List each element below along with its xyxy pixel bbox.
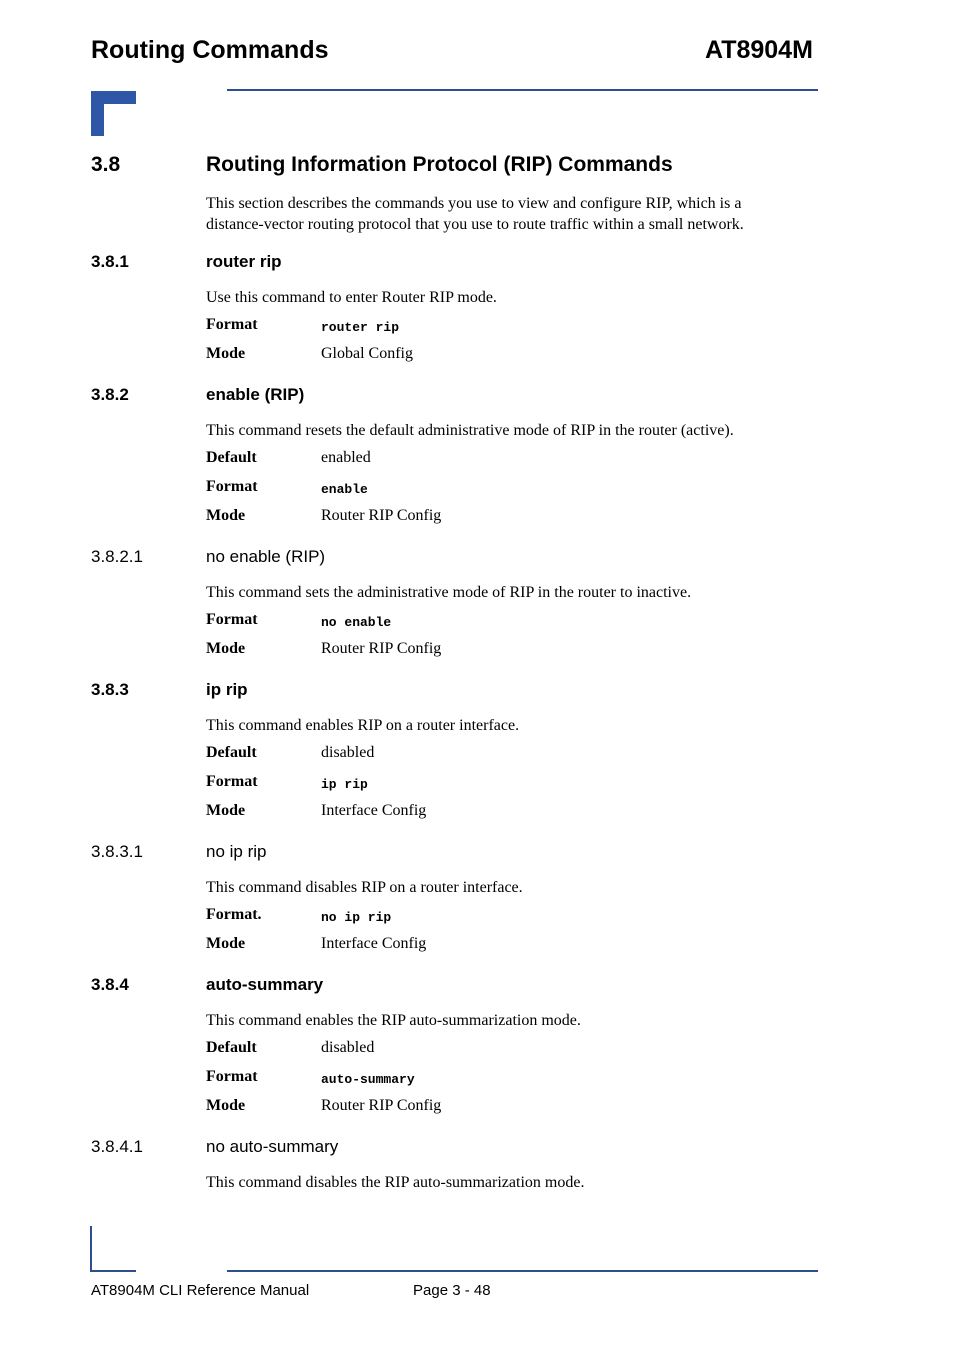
section-3-8-text-line2: distance-vector routing protocol that you use to route traffic within a small network. (206, 216, 744, 233)
default-label: Default (206, 744, 257, 761)
section-3-8-2-1-number: 3.8.2.1 (91, 547, 143, 566)
section-3-8-3-title: ip rip (206, 680, 248, 699)
format-value: router rip (321, 320, 400, 335)
mode-value: Interface Config (321, 935, 427, 952)
header-title-right: AT8904M (705, 36, 813, 64)
section-3-8-4-number: 3.8.4 (91, 975, 129, 994)
section-3-8-3-1-title: no ip rip (206, 842, 267, 861)
section-3-8-1-number: 3.8.1 (91, 252, 129, 271)
mode-label: Mode (206, 802, 246, 819)
format-value: enable (321, 482, 368, 497)
default-label: Default (206, 1039, 257, 1056)
section-3-8-4-1-text: This command disables the RIP auto-summarization mode. (206, 1174, 585, 1191)
mode-label: Mode (206, 640, 246, 657)
format-label: Format (206, 773, 258, 790)
header-title-left: Routing Commands (91, 36, 329, 64)
footer-rule (227, 1270, 818, 1272)
format-label: Format (206, 478, 258, 495)
mode-label: Mode (206, 345, 246, 362)
section-3-8-2-1-text: This command sets the administrative mode of RIP in the router to inactive. (206, 584, 692, 601)
default-value: disabled (321, 1039, 375, 1056)
section-3-8-3-1-text: This command disables RIP on a router interface. (206, 879, 523, 896)
section-3-8-3-number: 3.8.3 (91, 680, 129, 699)
default-value: disabled (321, 744, 375, 761)
section-3-8-2-1-title: no enable (RIP) (206, 547, 326, 566)
section-3-8-1-text: Use this command to enter Router RIP mode. (206, 289, 497, 306)
footer-page-number: Page 3 - 48 (413, 1282, 491, 1299)
footer-manual-title: AT8904M CLI Reference Manual (91, 1282, 310, 1299)
mode-label: Mode (206, 507, 246, 524)
format-label: Format (206, 1068, 258, 1085)
section-3-8-3-1-number: 3.8.3.1 (91, 842, 143, 861)
section-3-8-title: Routing Information Protocol (RIP) Commands (206, 153, 673, 176)
mode-value: Router RIP Config (321, 507, 442, 524)
section-3-8-2-text: This command resets the default administrative mode of RIP in the router (active). (206, 422, 734, 439)
format-value: no ip rip (321, 910, 392, 925)
format-value: no enable (321, 615, 392, 630)
format-value: auto-summary (321, 1072, 415, 1087)
mode-value: Global Config (321, 345, 413, 362)
corner-mark-vertical (91, 91, 104, 136)
mode-value: Router RIP Config (321, 640, 442, 657)
format-label: Format (206, 316, 258, 333)
mode-value: Interface Config (321, 802, 427, 819)
default-value: enabled (321, 449, 371, 466)
mode-value: Router RIP Config (321, 1097, 442, 1114)
format-label: Format (206, 611, 258, 628)
section-3-8-2-title: enable (RIP) (206, 385, 305, 404)
section-3-8-4-title: auto-summary (206, 975, 324, 994)
default-label: Default (206, 449, 257, 466)
format-label: Format. (206, 906, 262, 923)
footer-corner-vertical (90, 1226, 92, 1272)
section-3-8-4-text: This command enables the RIP auto-summarization mode. (206, 1012, 581, 1029)
mode-label: Mode (206, 1097, 246, 1114)
footer-corner-horizontal (90, 1270, 136, 1272)
section-3-8-3-text: This command enables RIP on a router interface. (206, 717, 520, 734)
section-3-8-4-1-title: no auto-summary (206, 1137, 339, 1156)
section-3-8-4-1-number: 3.8.4.1 (91, 1137, 143, 1156)
mode-label: Mode (206, 935, 246, 952)
section-3-8-number: 3.8 (91, 153, 121, 176)
section-3-8-2-number: 3.8.2 (91, 385, 129, 404)
format-value: ip rip (321, 777, 368, 792)
header-rule (227, 89, 818, 91)
section-3-8-1-title: router rip (206, 252, 282, 271)
section-3-8-text-line1: This section describes the commands you use to view and configure RIP, which is a (206, 195, 742, 212)
